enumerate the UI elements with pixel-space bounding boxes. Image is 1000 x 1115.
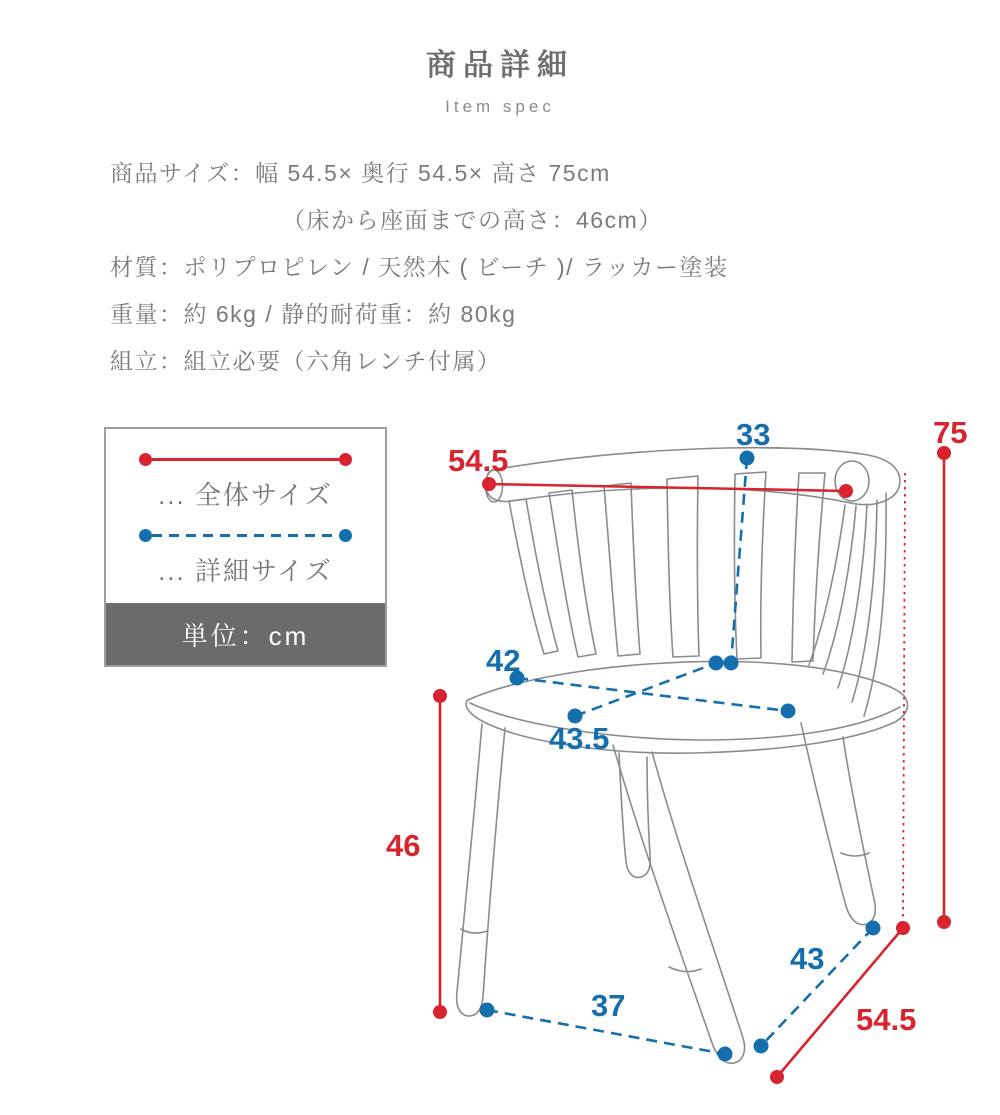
spec-assembly: 組立：組立必要（六角レンチ付属）: [110, 348, 502, 374]
chair-rail-right-endcap: [835, 461, 869, 501]
dim-seat-depth-label: 43.5: [549, 721, 610, 756]
dim-top-width-label: 54.5: [448, 443, 509, 478]
chair-seat-edge: [470, 703, 900, 740]
page-title: 商品詳細: [426, 49, 574, 82]
chair-front-left-leg: [457, 724, 505, 1016]
dim-endpoint-dot: [480, 1003, 495, 1018]
dim-back-height: [724, 417, 771, 671]
legend-box: [104, 427, 387, 667]
dim-endpoint-dot: [866, 921, 881, 936]
chair-side-spindle: [852, 500, 877, 702]
dim-endpoint-dot: [482, 477, 496, 491]
detail-endpoint-dot: [139, 529, 152, 542]
dim-seat-depth: [549, 656, 724, 757]
overall-endpoint-dot: [339, 453, 352, 466]
dim-endpoint-dot: [781, 704, 796, 719]
chair-back-slat: [604, 483, 640, 656]
dim-endpoint-dot: [754, 1039, 769, 1054]
dim-endpoint-dot: [839, 484, 853, 498]
detail-endpoint-dot: [339, 529, 352, 542]
chair-back-slat: [792, 473, 825, 662]
spec-weight: 重量：約 6kg / 静的耐荷重：約 80kg: [110, 301, 517, 327]
spec-list: [110, 150, 970, 385]
dim-endpoint-dot: [718, 1047, 733, 1062]
unit-label: 単位：cm: [181, 620, 310, 651]
dim-endpoint-dot: [896, 921, 910, 935]
dim-seat-floor-height: [386, 689, 447, 1019]
detail-dashed-line: [152, 534, 339, 537]
overall-solid-line: [152, 458, 339, 461]
dim-endpoint-dot: [740, 451, 755, 466]
dim-endpoint-dot: [724, 656, 739, 671]
dim-line: [517, 678, 788, 711]
overall-size-label: ... 全体サイズ: [158, 480, 333, 510]
chair-dimension-figure: [380, 400, 1000, 1115]
dim-endpoint-dot: [433, 1005, 447, 1019]
spec-size: 商品サイズ：幅 54.5× 奥行 54.5× 高さ 75cm: [110, 160, 611, 186]
chair-side-spindle: [864, 493, 886, 716]
detail-size-line-sample: [139, 529, 352, 542]
page-subtitle: Item spec: [445, 97, 555, 116]
unit-band: [106, 603, 385, 665]
dim-line: [575, 663, 716, 716]
spec-seat-height-note: （床から座面までの高さ：46cm）: [282, 207, 663, 233]
overall-size-line-sample: [139, 453, 352, 466]
dim-endpoint-dot: [433, 689, 447, 703]
chair-front-right-leg: [613, 745, 745, 1063]
dim-endpoint-dot: [709, 656, 724, 671]
dim-endpoint-dot: [937, 915, 951, 929]
dim-seat-width-label: 42: [486, 643, 521, 678]
dim-total-depth-label: 54.5: [856, 1002, 917, 1037]
chair-line-art: [457, 448, 908, 1064]
dim-back-height-label: 33: [736, 417, 771, 452]
dim-front-leg-span: [480, 988, 733, 1062]
chair-leg-joint: [461, 929, 487, 933]
chair-back-slat: [667, 476, 699, 657]
chair-back-slat: [734, 472, 766, 659]
projection-dotted-line: [903, 473, 905, 928]
overall-endpoint-dot: [139, 453, 152, 466]
dim-seat-floor-height-label: 46: [386, 828, 421, 863]
dim-total-height: [903, 415, 967, 929]
chair-side-spindle: [823, 506, 856, 674]
detail-size-label: ... 詳細サイズ: [158, 556, 333, 586]
chair-back-slat: [549, 490, 596, 657]
chair-back-right-leg: [801, 723, 875, 925]
dim-side-leg-span-label: 43: [790, 941, 825, 976]
spec-material: 材質：ポリプロピレン / 天然木 ( ビーチ )/ ラッカー塗装: [110, 254, 729, 280]
dim-total-height-label: 75: [933, 415, 968, 450]
chair-back-slat: [509, 499, 558, 654]
dim-endpoint-dot: [770, 1070, 784, 1084]
dim-front-leg-span-label: 37: [591, 988, 626, 1023]
